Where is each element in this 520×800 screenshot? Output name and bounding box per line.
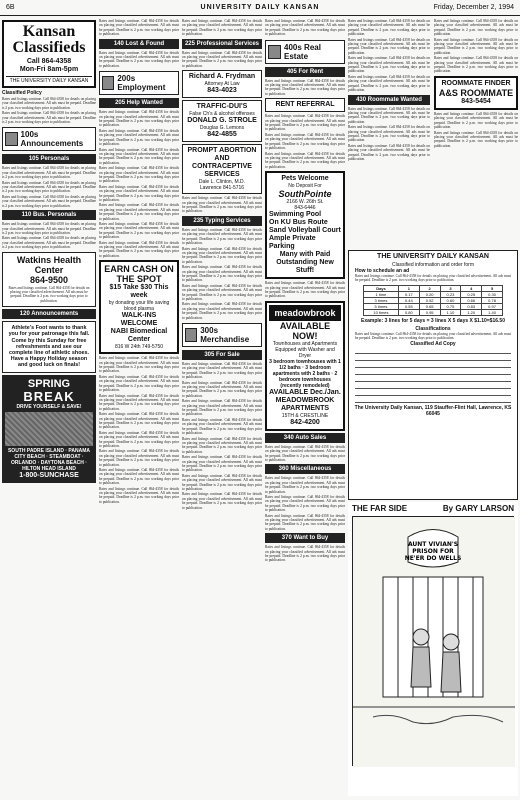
meadowbrook-ad [265,301,345,431]
roommate-finder-ad [434,76,518,110]
southpointe-logo: SouthPointe [278,189,332,200]
help-text-11: Rates and listings continue. Call 864-4358 for details on placing your classified advertisement. All ads must be prepaid. Deadline is 2 p.m. two working days prior to publication. [99,393,179,411]
help-text-8: Rates and listings continue. Call 864-4358 for details on placing your classified advertisement. All ads must be prepaid. Deadline is 2 p.m. two working days prior to publication. [99,240,179,258]
southpointe-ad [265,171,345,279]
clinic-name: Dale L. Clinton, M.D. [198,179,246,186]
payment-field[interactable] [355,397,511,403]
rate-cell: 0.55 [398,303,419,309]
strole-name: DONALD G. STROLE [187,117,257,125]
column-5 [348,18,430,243]
rate-header-cell: 1 [398,285,419,291]
cartoon-drawing [353,517,515,767]
column-3 [182,18,262,796]
copy-line[interactable] [355,362,511,368]
personals-text: Rates and listings continue. Call 864-4358 for details on placing your classified advertisement. All ads must be prepaid. Deadline is 2 p.m. two working days prior to publication. [2,166,96,180]
forsale-text-2: Rates and listings continue. Call 864-4358 for details on placing your classified advertisement. All ads must be prepaid. Deadline is 2 p.m. two working days prior to publication. [182,380,262,398]
column-1 [2,18,96,796]
help-text-7: Rates and listings continue. Call 864-4358 for details on placing your classified advertisement. All ads must be prepaid. Deadline is 2 p.m. two working days prior to publication. [99,222,179,240]
name-field[interactable] [355,383,511,389]
rate-header-cell: 2 [419,285,440,291]
mb-units: 3 bedroom townhouses with 1 1/2 baths · 3 bedroom apartments with 2 baths · 2 bedroom townhouses (recently remodeled) [269,358,341,389]
sp-phone: 843-6446 [294,205,316,212]
form-how: How to schedule an ad [355,268,410,274]
rate-cell: 1.20 [461,309,482,315]
prompt-head: PROMPT ABORTION AND CONTRACEPTIVE SERVICES [187,147,257,179]
kansan-classifieds-box [2,20,96,88]
traffic-dui-ad [182,100,262,142]
roommate-text-3: Rates and listings continue. Call 864-4358 for details on placing your classified advertisement. All ads must be prepaid. Deadline is 2 p.m. two working days prior to publication. [348,143,430,161]
office-hours: Mon-Fri 8am-5pm [19,66,79,73]
mb-sub: Townhouses and Apartments Equipped with Washer and Dryer [272,340,338,359]
briefcase-icon [102,76,114,90]
forsale-text-4: Rates and listings continue. Call 864-4358 for details on placing your classified advertisement. All ads must be prepaid. Deadline is 2 p.m. two working days prior to publication. [182,417,262,436]
frydman-phone: 843-4023 [207,87,237,95]
col2-text-top: Rates and listings continue. Call 864-4358 for details on placing your classified advertisement. All ads must be prepaid. Deadline is 2 p.m. two working days prior to publication. [99,19,179,37]
rate-cell: 1.40 [482,309,503,315]
help-text-6: Rates and listings continue. Call 864-4358 for details on placing your classified advertisement. All ads must be prepaid. Deadline is 2 p.m. two working days prior to publication. [99,203,179,221]
forsale-text-7: Rates and listings continue. Call 864-4358 for details on placing your classified advertisement. All ads must be prepaid. Deadline is 2 p.m. two working days prior to publication. [182,473,262,491]
strole-sub: Douglas G. Lemons [199,125,245,132]
help-text-10: Rates and listings continue. Call 864-4358 for details on placing your classified advertisement. All ads must be prepaid. Deadline is 2 p.m. two working days prior to publication. [99,374,179,393]
rate-cell: 0.75 [440,303,461,309]
typing-text-4: Rates and listings continue. Call 864-4358 for details on placing your classified advertisement. All ads must be prepaid. Deadline is 2 p.m. two working days prior to publication. [182,283,262,301]
col4-text-top: Rates and listings continue. Call 864-4358 for details on placing your classified advertisement. All ads must be prepaid. Deadline is 2 p.m. two working days prior to publication. [265,19,345,37]
col5-text-1: Rates and listings continue. Call 864-4358 for details on placing your classified advertisement. All ads must be prepaid. Deadline is 2 p.m. two working days prior to publication. [348,19,430,37]
rate-cell: 0.23 [440,291,461,297]
misc-text-1: Rates and listings continue. Call 864-4358 for details on placing your classified advertisement. All ads must be prepaid. Deadline is 2 p.m. two working days prior to publication. [265,476,345,494]
help-text-3: Rates and listings continue. Call 864-4358 for details on placing your classified advertisement. All ads must be prepaid. Deadline is 2 p.m. two working days prior to publication. [99,147,179,165]
amenity-4: Ample Private Parking [269,235,316,251]
section-100s: 100s Announcements [2,127,96,151]
lost-found-text: Rates and listings continue. Call 864-4358 for details on placing your classified advertisement. All ads must be prepaid. Deadline is 2 p.m. two working days prior to publication. [99,50,179,68]
typing-text-5: Rates and listings continue. Call 864-4358 for details on placing your classified advertisement. All ads must be prepaid. Deadline is 2 p.m. two working days prior to publication. [182,302,262,320]
policy-text: Rates and listings continue. Call 864-4358 for details on placing your classified advertisement. All ads must be prepaid. Deadline is 2 p.m. two working days prior to publication. [2,97,96,110]
copy-line[interactable] [355,376,511,382]
rate-cell: 0.66 [461,297,482,303]
roommate-phone: 843-5454 [461,97,491,105]
amenity-3: Sand Volleyball Court [269,227,341,235]
section-400s-real-estate: 400s Real Estate [265,40,345,64]
form-footer: The University Daily Kansan, 119 Stauffer-Flint Hall, Lawrence, KS 66045 [354,404,512,417]
rent-text-4: Rates and listings continue. Call 864-4358 for details on placing your classified advertisement. All ads must be prepaid. Deadline is 2 p.m. two working days prior to publication. [265,151,345,169]
call-number: Call 864-4358 [26,58,72,65]
col5-text-2: Rates and listings continue. Call 864-4358 for details on placing your classified advertisement. All ads must be prepaid. Deadline is 2 p.m. two working days prior to publication. [348,37,430,55]
kansan-title: Kansan Classifieds [12,23,86,56]
beach-list: SOUTH PADRE ISLAND · PANAMA CITY BEACH · STEAMBOAT · ORLANDO · DAYTONA BEACH · HILTON HEAD ISLAND [7,447,91,472]
spring-word: SPRING [27,377,71,390]
policy-heading: Classified Policy [2,90,42,96]
section-110: 110 Bus. Personals [2,210,96,220]
abortion-ad [182,144,262,194]
help-text-2: Rates and listings continue. Call 864-4358 for details on placing your classified advertisement. All ads must be prepaid. Deadline is 2 p.m. two working days prior to publication. [99,128,179,147]
rate-cell: 0.30 [482,291,503,297]
section-405: 405 For Rent [265,67,345,77]
earn-head: EARN CASH ON THE SPOT [104,264,174,285]
sunchase-phone: 1-800-SUNCHASE [19,471,79,479]
col6-text-2: Rates and listings continue. Call 864-4358 for details on placing your classified advertisement. All ads must be prepaid. Deadline is 2 p.m. two working days prior to publication. [434,37,518,55]
watkins-phone: 864-9500 [29,274,69,285]
classifications-heading: Classifications [415,325,451,332]
col5-text-4: Rates and listings continue. Call 864-4358 for details on placing your classified advertisement. All ads must be prepaid. Deadline is 2 p.m. two working days prior to publication. [348,74,430,93]
rent-text-2: Rates and listings continue. Call 864-4358 for details on placing your classified advertisement. All ads must be prepaid. Deadline is 2 p.m. two working days prior to publication. [265,114,345,132]
section-205: 205 Help Wanted [99,98,179,108]
rent-referral-ad [265,98,345,112]
rate-cell: 0.17 [398,291,419,297]
copy-heading: Classified Ad Copy [410,340,456,347]
help-text-1: Rates and listings continue. Call 864-4358 for details on placing your classified advertisement. All ads must be prepaid. Deadline is 2 p.m. two working days prior to publication. [99,110,179,128]
page-number-left: 6B [6,4,15,11]
megaphone-icon [5,132,18,146]
a-and-s-name: A&S ROOMMATE [438,87,514,98]
watkins-ad [2,252,96,308]
section-300s: 300s Merchandise [182,323,262,347]
forsale-text-8: Rates and listings continue. Call 864-4358 for details on placing your classified advertisement. All ads must be prepaid. Deadline is 2 p.m. two working days prior to publication. [182,492,262,510]
rent-text-5: Rates and listings continue. Call 864-4358 for details on placing your classified advertisement. All ads must be prepaid. Deadline is 2 p.m. two working days prior to publication. [265,281,345,299]
frydman-sub: Attorney At Law [204,81,240,88]
section-140: 140 Lost & Found [99,39,179,49]
bus-personals-text-2: Rates and listings continue. Call 864-4358 for details on placing your classified advertisement. All ads must be prepaid. Deadline is 2 p.m. two working days prior to publication. [2,236,96,250]
form-instructions: Rates and listings continue. Call 864-4358 for details on placing your classified advertisement. All ads must be prepaid. Deadline is 2 p.m. two working days prior to publication. [355,274,511,283]
traffic-sub: False Ch's & alcohol offenses [189,111,255,118]
help-text-9: Rates and listings continue. Call 864-4358 for details on placing your classified advertisement. All ads must be prepaid. Deadline is 2 p.m. two working days prior to publication. [99,356,179,374]
rate-cell: 0.44 [398,297,419,303]
mb-phone: 842-4200 [290,418,320,426]
typing-text-2: Rates and listings continue. Call 864-4358 for details on placing your classified advertisement. All ads must be prepaid. Deadline is 2 p.m. two working days prior to publication. [182,246,262,264]
want-text-1: Rates and listings continue. Call 864-4358 for details on placing your classified advertisement. All ads must be prepaid. Deadline is 2 p.m. two working days prior to publication. [265,545,345,563]
help-text-14: Rates and listings continue. Call 864-4358 for details on placing your classified advertisement. All ads must be prepaid. Deadline is 2 p.m. two working days prior to publication. [99,449,179,467]
rate-cell: 0.78 [482,297,503,303]
copy-line[interactable] [355,369,511,375]
strole-phone: 842-4855 [207,131,237,139]
rent-text-3: Rates and listings continue. Call 864-4358 for details on placing your classified advertisement. All ads must be prepaid. Deadline is 2 p.m. two working days prior to publication. [265,132,345,151]
help-text-13: Rates and listings continue. Call 864-4358 for details on placing your classified advertisement. All ads must be prepaid. Deadline is 2 p.m. two working days prior to publication. [99,430,179,448]
kansan-logo: THE UNIVERSITY DAILY KANSAN [6,76,92,84]
misc-text-2: Rates and listings continue. Call 864-4358 for details on placing your classified advertisement. All ads must be prepaid. Deadline is 2 p.m. two working days prior to publication. [265,495,345,513]
rate-table [363,285,503,316]
traffic-head: TRAFFIC-DUI'S [196,103,248,111]
column-4 [265,18,345,796]
rate-cell: 0.80 [398,309,419,315]
section-370: 370 Want to Buy [265,533,345,543]
paper-title: UNIVERSITY DAILY KANSAN [200,4,320,11]
section-360: 360 Miscellaneous [265,464,345,474]
personals-text-2: Rates and listings continue. Call 864-4358 for details on placing your classified advertisement. All ads must be prepaid. Deadline is 2 p.m. two working days prior to publication. [2,180,96,194]
section-235: 235 Typing Services [182,216,262,226]
athletes-foot-text: Athlete's Foot wants to thank you for your patronage this fall. Come by this Sunday for free refreshments and see our complete line of athletic shoes. Have a Happy Holiday season and good luck on finals! [8,325,90,369]
help-text-15: Rates and listings continue. Call 864-4358 for details on placing your classified advertisement. All ads must be prepaid. Deadline is 2 p.m. two working days prior to publication. [99,468,179,486]
roommate-finder-head: ROOMMATE FINDER [441,79,511,87]
walk-in: WALK-INS WELCOME [120,312,158,328]
cartoon-panel [352,516,514,766]
rate-cell: 0.95 [419,309,440,315]
classified-order-form [348,250,518,500]
classifications-list: Rates and listings continue. Call 864-4358 for details on placing your classified advertisement. All ads must be prepaid. Deadline is 2 p.m. two working days prior to publication. [355,331,511,341]
mb-addr: 15TH & CRESTLINE [281,412,329,419]
nabi-phone: 816 W 24th 749-5750 [114,344,164,351]
col6-text-3: Rates and listings continue. Call 864-4358 for details on placing your classified advertisement. All ads must be prepaid. Deadline is 2 p.m. two working days prior to publication. [434,56,518,74]
col6-text-4: Rates and listings continue. Call 864-4358 for details on placing your classified advertisement. All ads must be prepaid. Deadline is 2 p.m. two working days prior to publication. [434,111,518,130]
sp-address: 2166 W. 26th St. [286,199,324,206]
misc-text-3: Rates and listings continue. Call 864-4358 for details on placing your classified advertisement. All ads must be prepaid. Deadline is 2 p.m. two working days prior to publication. [265,513,345,531]
amenity-2: On KU Bus Route [269,219,328,227]
far-side-comic [348,502,518,796]
rate-header-cell: 4 [461,285,482,291]
rent-referral-head: RENT REFERRAL [275,101,335,109]
rate-cell: 0.52 [419,297,440,303]
house-icon [268,45,281,59]
personals-text-3: Rates and listings continue. Call 864-4358 for details on placing your classified advertisement. All ads must be prepaid. Deadline is 2 p.m. two working days prior to publication. [2,194,96,208]
rate-header-cell: 3 [440,285,461,291]
rate-cell: 0.83 [461,303,482,309]
sign-line-3: NE'ER DO WELLS [404,555,462,562]
help-text-4: Rates and listings continue. Call 864-4358 for details on placing your classified advertisement. All ads must be prepaid. Deadline is 2 p.m. two working days prior to publication. [99,166,179,184]
roommate-text-1: Rates and listings continue. Call 864-4358 for details on placing your classified advertisement. All ads must be prepaid. Deadline is 2 p.m. two working days prior to publication. [348,106,430,124]
column-2 [99,18,179,796]
rate-cell: 0.60 [440,297,461,303]
column-6 [434,18,518,243]
rate-cell: 0.65 [419,303,440,309]
amenity-1: Swimming Pool [269,211,322,219]
forsale-text-1: Rates and listings continue. Call 864-4358 for details on placing your classified advertisement. All ads must be prepaid. Deadline is 2 p.m. two working days prior to publication. [182,362,262,380]
prof-text-2: Rates and listings continue. Call 864-4358 for details on placing your classified advertisement. All ads must be prepaid. Deadline is 2 p.m. two working days prior to publication. [182,196,262,214]
section-200s: 200s Employment [99,71,179,95]
rate-cell: 0.25 [461,291,482,297]
mb-jan: AVAILABLE Dec./Jan. [269,388,341,396]
masthead [0,0,520,16]
form-subtitle: Classified information and order form [392,262,474,268]
copy-line[interactable] [355,348,511,354]
spring-sub: DRIVE YOURSELF & SAVE! [16,403,82,410]
rate-row [364,309,503,315]
copy-line[interactable] [355,355,511,361]
athletes-foot-ad [2,321,96,372]
col6-text-5: Rates and listings continue. Call 864-4358 for details on placing your classified advertisement. All ads must be prepaid. Deadline is 2 p.m. two working days prior to publication. [434,130,518,148]
rate-example: Example: 3 lines for 5 days = 3 lines X 5 days X $1.10=$16.50 [361,317,505,324]
rate-cell: 1 time [364,291,399,297]
amenity-5: Many with Paid Outstanding New Stuff! [276,251,334,275]
sign-line-2: PRISON FOR [412,548,454,555]
help-text-5: Rates and listings continue. Call 864-4358 for details on placing your classified advertisement. All ads must be prepaid. Deadline is 2 p.m. two working days prior to publication. [99,184,179,202]
rate-cell: 0.20 [419,291,440,297]
section-105: 105 Personals [2,154,96,164]
sign-line-1: AUNT VIVIAN'S [407,541,459,548]
rate-cell: 3 times [364,297,399,303]
pets-welcome: Pets Welcome [281,175,329,183]
rate-cell: 0.97 [482,303,503,309]
frydman-ad [182,70,262,98]
typing-text-3: Rates and listings continue. Call 864-4358 for details on placing your classified advertisement. All ads must be prepaid. Deadline is 2 p.m. two working days prior to publication. [182,265,262,283]
col5-text-3: Rates and listings continue. Call 864-4358 for details on placing your classified advertisement. All ads must be prepaid. Deadline is 2 p.m. two working days prior to publication. [348,56,430,74]
meadowbrook-logo: meadowbrook [269,305,341,321]
mb-name: MEADOWBROOK APARTMENTS [275,396,335,412]
help-text-16: Rates and listings continue. Call 864-4358 for details on placing your classified advertisement. All ads must be prepaid. Deadline is 2 p.m. two working days prior to publication. [99,486,179,504]
nabi-name: NABI Biomedical Center [110,328,168,344]
far-side-header [348,502,518,515]
forsale-text-5: Rates and listings continue. Call 864-4358 for details on placing your classified advertisement. All ads must be prepaid. Deadline is 2 p.m. two working days prior to publication. [182,436,262,454]
watkins-hours: Rates and listings continue. Call 864-4358 for details on placing your classified advertisement. All ads must be prepaid. Deadline is 2 p.m. two working days prior to publication. [8,285,90,303]
rent-text-1: Rates and listings continue. Call 864-4358 for details on placing your classified advertisement. All ads must be prepaid. Deadline is 2 p.m. two working days prior to publication. [265,78,345,96]
section-430: 430 Roommate Wanted [348,95,430,105]
prof-text-1: Rates and listings continue. Call 864-4358 for details on placing your classified advertisement. All ads must be prepaid. Deadline is 2 p.m. two working days prior to publication. [182,50,262,68]
spring-break-ad [2,375,96,483]
form-title: THE UNIVERSITY DAILY KANSAN [377,253,489,260]
col6-text-1: Rates and listings continue. Call 864-4358 for details on placing your classified advertisement. All ads must be prepaid. Deadline is 2 p.m. two working days prior to publication. [434,19,518,37]
rate-cell: 10 times [364,309,399,315]
frydman-name: Richard A. Frydman [188,73,256,81]
far-side-author: By GARY LARSON [442,504,514,513]
address-field[interactable] [355,390,511,396]
rate-header-cell: 5 [482,285,503,291]
forsale-text-3: Rates and listings continue. Call 864-4358 for details on placing your classified advertisement. All ads must be prepaid. Deadline is 2 p.m. two working days prior to publication. [182,399,262,417]
no-deposit: No Deposit For [288,183,322,190]
section-225: 225 Professional Services [182,39,262,49]
col3-text-top: Rates and listings continue. Call 864-4358 for details on placing your classified advertisement. All ads must be prepaid. Deadline is 2 p.m. two working days prior to publication. [182,19,262,37]
typing-text-1: Rates and listings continue. Call 864-4358 for details on placing your classified advertisement. All ads must be prepaid. Deadline is 2 p.m. two working days prior to publication. [182,227,262,246]
help-text-12: Rates and listings continue. Call 864-4358 for details on placing your classified advertisement. All ads must be prepaid. Deadline is 2 p.m. two working days prior to publication. [99,412,179,430]
beach-photo [5,412,93,446]
section-340: 340 Auto Sales [265,433,345,443]
forsale-text-6: Rates and listings continue. Call 864-4358 for details on placing your classified advertisement. All ads must be prepaid. Deadline is 2 p.m. two working days prior to publication. [182,455,262,473]
bus-personals-text: Rates and listings continue. Call 864-4358 for details on placing your classified advertisement. All ads must be prepaid. Deadline is 2 p.m. two working days prior to publication. [2,222,96,235]
tag-icon [185,328,197,342]
earn-sub: by donating your life saving blood plasma [108,300,170,313]
rate-cell: 5 times [364,303,399,309]
section-305: 305 For Sale [182,350,262,360]
page-date: Friday, December 2, 1994 [433,4,514,11]
rate-cell: 1.10 [440,309,461,315]
far-side-title: THE FAR SIDE [352,504,408,513]
section-120: 120 Announcements [2,309,96,319]
roommate-text-2: Rates and listings continue. Call 864-4358 for details on placing your classified advertisement. All ads must be prepaid. Deadline is 2 p.m. two working days prior to publication. [348,125,430,143]
auto-text-1: Rates and listings continue. Call 864-4358 for details on placing your classified advertisement. All ads must be prepaid. Deadline is 2 p.m. two working days prior to publication. [265,444,345,462]
available-now: AVAILABLE NOW! [279,320,331,341]
break-word: BREAK [23,388,75,404]
clinic-phone: Lawrence 841-5716 [199,185,245,192]
watkins-name: Watkins Health Center [16,254,82,275]
rate-header-cell: Days [364,285,399,291]
earn-cash-ad [99,260,179,354]
policy-text-2: Rates and listings continue. Call 864-4358 for details on placing your classified advertisement. All ads must be prepaid. Deadline is 2 p.m. two working days prior to publication. [2,111,96,125]
earn-amount: $15 Take $30 This week [109,284,169,300]
